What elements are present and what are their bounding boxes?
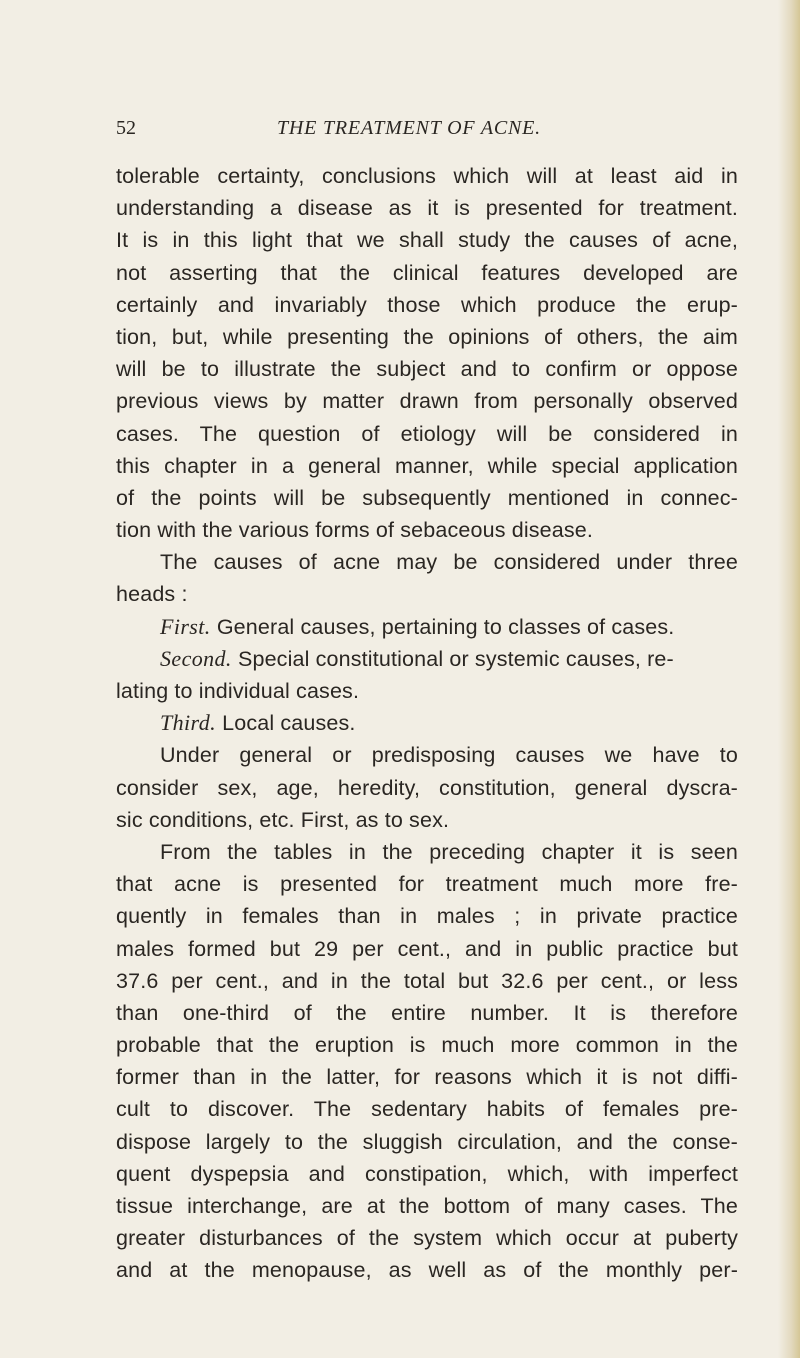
text-line — [116, 707, 738, 739]
text-line: Under general or predisposing causes we have to — [160, 743, 738, 768]
text-line: From the tables in the preceding chapter it is seen — [160, 839, 738, 864]
text-line: consider sex, age, heredity, constitution, general dyscra- — [116, 775, 738, 800]
text-line-content: Special constitutional or systemic causes, re- — [237, 646, 674, 671]
text-line: probable that the eruption is much more common in the — [116, 1033, 738, 1058]
text-line: males formed but 29 per cent., and in public practice but — [116, 936, 738, 961]
text-line: this chapter in a general manner, while special application — [116, 453, 738, 478]
text-line: not asserting that the clinical features developed are — [116, 260, 738, 285]
heading-first: First. — [160, 613, 211, 639]
text-line: sic conditions, etc. First, as to sex. — [116, 807, 450, 832]
text-line: former than in the latter, for reasons which it is not diffi- — [116, 1065, 738, 1090]
text-line: tion with the various forms of sebaceous disease. — [116, 518, 594, 543]
heading-third: Third. — [160, 710, 216, 736]
text-line-content: General causes, pertaining to classes of cases. — [216, 614, 675, 639]
text-line: 37.6 per cent., and in the total but 32.6 per cent., or less — [116, 968, 738, 993]
text-line: quent dyspepsia and constipation, which, with imperfect — [116, 1161, 738, 1186]
text-line: cult to discover. The sedentary habits of females pre- — [116, 1097, 738, 1122]
body-text — [116, 160, 738, 1287]
text-line: lating to individual cases. — [116, 679, 360, 703]
text-line — [116, 643, 738, 675]
text-line: heads : — [116, 582, 188, 607]
text-line: than one-third of the entire number. It is therefore — [116, 1000, 738, 1025]
text-line — [116, 611, 738, 643]
text-line: greater disturbances of the system which occur at puberty — [116, 1226, 738, 1251]
text-line: The causes of acne may be considered under three — [160, 550, 738, 575]
text-line: and at the menopause, as well as of the monthly per- — [116, 1258, 738, 1283]
text-line: certainly and invariably those which produce the erup- — [116, 292, 738, 317]
text-line-content: Local causes. — [222, 711, 356, 736]
page-number: 52 — [116, 117, 136, 139]
text-line: that acne is presented for treatment much more fre- — [116, 872, 738, 897]
page-edge-shading — [778, 0, 800, 1358]
text-line: tion, but, while presenting the opinions of others, the aim — [116, 324, 738, 349]
text-line: tolerable certainty, conclusions which will at least aid in — [116, 164, 738, 188]
text-line: understanding a disease as it is presented for treatment. — [116, 196, 738, 221]
text-line: will be to illustrate the subject and to confirm or oppose — [116, 357, 738, 382]
text-line: previous views by matter drawn from personally observed — [116, 389, 738, 414]
page-header — [116, 114, 746, 142]
text-line: It is in this light that we shall study the causes of acne, — [116, 228, 738, 253]
heading-second: Second. — [160, 645, 232, 671]
text-line: of the points will be subsequently mentioned in connec- — [116, 485, 738, 510]
text-line: dispose largely to the sluggish circulation, and the conse- — [116, 1129, 738, 1154]
text-line: tissue interchange, are at the bottom of many cases. The — [116, 1194, 738, 1218]
text-line: cases. The question of etiology will be considered in — [116, 421, 738, 446]
text-line: quently in females than in males ; in private practice — [116, 904, 738, 929]
running-title: THE TREATMENT OF ACNE. — [277, 117, 541, 139]
